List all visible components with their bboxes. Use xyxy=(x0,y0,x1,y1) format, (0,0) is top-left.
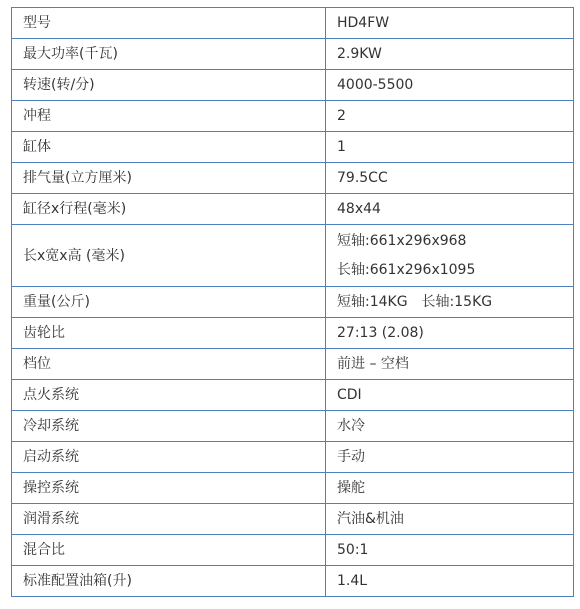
row-label-mix-ratio: 混合比 xyxy=(12,535,326,566)
table-row xyxy=(12,349,574,380)
table-row xyxy=(12,101,574,132)
row-label-max-power: 最大功率(千瓦) xyxy=(12,39,326,70)
row-label-fuel-tank: 标准配置油箱(升) xyxy=(12,566,326,597)
row-value-mix-ratio: 50:1 xyxy=(326,535,574,566)
table-row xyxy=(12,132,574,163)
row-label-weight: 重量(公斤) xyxy=(12,287,326,318)
row-value-rpm: 4000-5500 xyxy=(326,70,574,101)
row-value-stroke: 2 xyxy=(326,101,574,132)
row-value-ignition: CDI xyxy=(326,380,574,411)
row-label-ignition: 点火系统 xyxy=(12,380,326,411)
dimensions-long-shaft: 长轴:661x296x1095 xyxy=(337,261,476,278)
row-label-cylinders: 缸体 xyxy=(12,132,326,163)
table-row xyxy=(12,566,574,597)
row-label-steering: 操控系统 xyxy=(12,473,326,504)
row-value-starting: 手动 xyxy=(326,442,574,473)
row-value-cylinders: 1 xyxy=(326,132,574,163)
row-label-lubrication: 润滑系统 xyxy=(12,504,326,535)
row-label-model: 型号 xyxy=(12,8,326,39)
row-value-steering: 操舵 xyxy=(326,473,574,504)
row-value-gear-ratio: 27:13 (2.08) xyxy=(326,318,574,349)
row-label-rpm: 转速(转/分) xyxy=(12,70,326,101)
row-label-gear-ratio: 齿轮比 xyxy=(12,318,326,349)
spec-table xyxy=(11,7,574,597)
table-row xyxy=(12,163,574,194)
table-row xyxy=(12,535,574,566)
row-value-lubrication: 汽油&机油 xyxy=(326,504,574,535)
row-value-gear-shift: 前进 – 空档 xyxy=(326,349,574,380)
table-row xyxy=(12,39,574,70)
table-row xyxy=(12,380,574,411)
row-value-displacement: 79.5CC xyxy=(326,163,574,194)
table-row xyxy=(12,70,574,101)
dimensions-short-shaft: 短轴:661x296x968 xyxy=(337,232,467,249)
row-value-weight: 短轴:14KG 长轴:15KG xyxy=(326,287,574,318)
row-value-max-power: 2.9KW xyxy=(326,39,574,70)
row-label-cooling: 冷却系统 xyxy=(12,411,326,442)
table-row xyxy=(12,411,574,442)
row-label-gear-shift: 档位 xyxy=(12,349,326,380)
table-row xyxy=(12,318,574,349)
table-row xyxy=(12,442,574,473)
table-row xyxy=(12,504,574,535)
row-value-dimensions xyxy=(326,225,574,287)
row-label-displacement: 排气量(立方厘米) xyxy=(12,163,326,194)
row-value-bore-stroke: 48x44 xyxy=(326,194,574,225)
table-row xyxy=(12,194,574,225)
table-row xyxy=(12,473,574,504)
row-label-starting: 启动系统 xyxy=(12,442,326,473)
table-row xyxy=(12,8,574,39)
row-label-bore-stroke: 缸径x行程(毫米) xyxy=(12,194,326,225)
table-row xyxy=(12,225,574,287)
row-label-dimensions: 长x宽x高 (毫米) xyxy=(12,225,326,287)
row-value-cooling: 水冷 xyxy=(326,411,574,442)
row-value-model: HD4FW xyxy=(326,8,574,39)
table-row xyxy=(12,287,574,318)
row-label-stroke: 冲程 xyxy=(12,101,326,132)
row-value-fuel-tank: 1.4L xyxy=(326,566,574,597)
